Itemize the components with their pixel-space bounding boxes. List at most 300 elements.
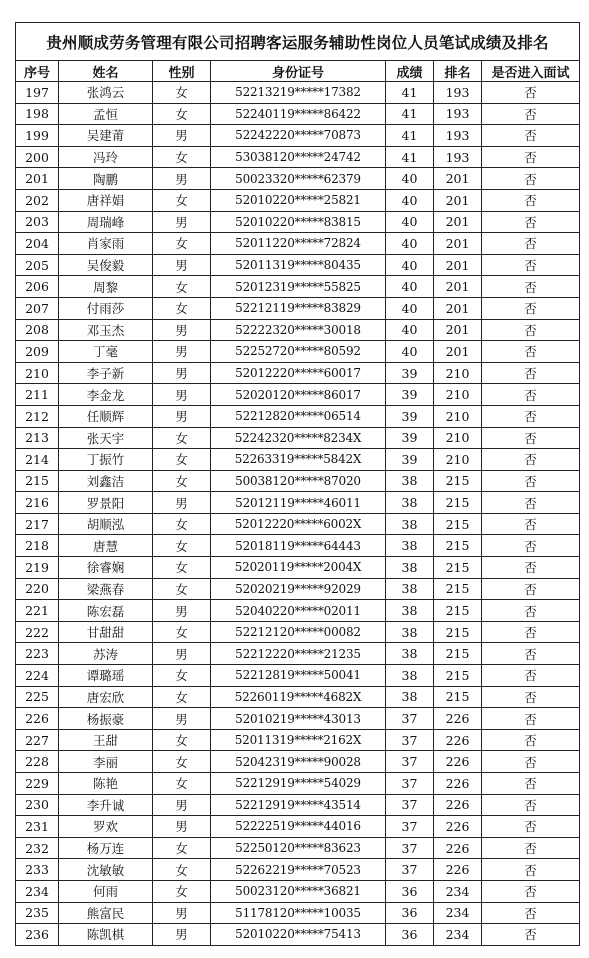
cell-index: 198 bbox=[16, 103, 59, 125]
cell-score: 38 bbox=[386, 535, 434, 557]
cell-gender: 女 bbox=[153, 751, 211, 773]
cell-index: 234 bbox=[16, 880, 59, 902]
cell-interview: 否 bbox=[482, 125, 580, 147]
cell-gender: 女 bbox=[153, 470, 211, 492]
cell-id-number: 50038120*****87020 bbox=[211, 470, 386, 492]
table-row bbox=[16, 168, 580, 190]
cell-rank: 215 bbox=[434, 578, 482, 600]
cell-interview: 否 bbox=[482, 665, 580, 687]
cell-gender: 男 bbox=[153, 341, 211, 363]
cell-id-number: 52018119*****64443 bbox=[211, 535, 386, 557]
cell-gender: 男 bbox=[153, 168, 211, 190]
cell-interview: 否 bbox=[482, 449, 580, 471]
cell-id-number: 52042319*****90028 bbox=[211, 751, 386, 773]
cell-index: 224 bbox=[16, 665, 59, 687]
cell-name: 丁毫 bbox=[59, 341, 153, 363]
cell-score: 39 bbox=[386, 405, 434, 427]
table-row bbox=[16, 276, 580, 298]
cell-gender: 女 bbox=[153, 773, 211, 795]
cell-index: 204 bbox=[16, 233, 59, 255]
cell-score: 37 bbox=[386, 751, 434, 773]
cell-index: 236 bbox=[16, 924, 59, 946]
cell-name: 王甜 bbox=[59, 729, 153, 751]
cell-index: 231 bbox=[16, 816, 59, 838]
cell-score: 39 bbox=[386, 384, 434, 406]
cell-name: 陈艳 bbox=[59, 773, 153, 795]
cell-index: 210 bbox=[16, 362, 59, 384]
cell-interview: 否 bbox=[482, 924, 580, 946]
cell-name: 陶鹏 bbox=[59, 168, 153, 190]
cell-interview: 否 bbox=[482, 470, 580, 492]
cell-name: 陈宏磊 bbox=[59, 600, 153, 622]
cell-id-number: 52242220*****70873 bbox=[211, 125, 386, 147]
cell-gender: 男 bbox=[153, 924, 211, 946]
cell-name: 唐宏欣 bbox=[59, 686, 153, 708]
table-row bbox=[16, 405, 580, 427]
cell-gender: 女 bbox=[153, 449, 211, 471]
cell-name: 李金龙 bbox=[59, 384, 153, 406]
cell-rank: 201 bbox=[434, 297, 482, 319]
cell-name: 付雨莎 bbox=[59, 297, 153, 319]
cell-index: 211 bbox=[16, 384, 59, 406]
cell-rank: 201 bbox=[434, 211, 482, 233]
cell-name: 唐慧 bbox=[59, 535, 153, 557]
cell-index: 217 bbox=[16, 513, 59, 535]
cell-rank: 215 bbox=[434, 600, 482, 622]
cell-score: 40 bbox=[386, 233, 434, 255]
cell-score: 40 bbox=[386, 211, 434, 233]
column-header-rank: 排名 bbox=[434, 61, 482, 82]
table-row bbox=[16, 233, 580, 255]
cell-rank: 215 bbox=[434, 643, 482, 665]
cell-gender: 女 bbox=[153, 427, 211, 449]
cell-rank: 210 bbox=[434, 384, 482, 406]
cell-index: 219 bbox=[16, 557, 59, 579]
cell-score: 39 bbox=[386, 449, 434, 471]
cell-id-number: 52260119*****4682X bbox=[211, 686, 386, 708]
cell-score: 36 bbox=[386, 924, 434, 946]
cell-index: 199 bbox=[16, 125, 59, 147]
table-row bbox=[16, 319, 580, 341]
table-row bbox=[16, 146, 580, 168]
cell-score: 40 bbox=[386, 189, 434, 211]
cell-id-number: 52212820*****06514 bbox=[211, 405, 386, 427]
cell-score: 39 bbox=[386, 427, 434, 449]
cell-rank: 193 bbox=[434, 103, 482, 125]
cell-index: 225 bbox=[16, 686, 59, 708]
cell-index: 216 bbox=[16, 492, 59, 514]
cell-gender: 女 bbox=[153, 557, 211, 579]
cell-index: 197 bbox=[16, 82, 59, 104]
cell-gender: 女 bbox=[153, 276, 211, 298]
cell-id-number: 52222519*****44016 bbox=[211, 816, 386, 838]
cell-name: 唐祥娟 bbox=[59, 189, 153, 211]
cell-id-number: 52212919*****43514 bbox=[211, 794, 386, 816]
cell-gender: 女 bbox=[153, 297, 211, 319]
cell-id-number: 52212120*****00082 bbox=[211, 621, 386, 643]
table-row bbox=[16, 643, 580, 665]
cell-rank: 215 bbox=[434, 470, 482, 492]
cell-interview: 否 bbox=[482, 276, 580, 298]
cell-gender: 女 bbox=[153, 686, 211, 708]
cell-id-number: 52212919*****54029 bbox=[211, 773, 386, 795]
cell-gender: 女 bbox=[153, 859, 211, 881]
cell-id-number: 52011319*****80435 bbox=[211, 254, 386, 276]
cell-name: 杨万连 bbox=[59, 837, 153, 859]
header-row bbox=[16, 61, 580, 82]
table-row bbox=[16, 578, 580, 600]
page-title: 贵州顺成劳务管理有限公司招聘客运服务辅助性岗位人员笔试成绩及排名 bbox=[16, 23, 580, 61]
cell-id-number: 52020119*****2004X bbox=[211, 557, 386, 579]
cell-id-number: 52011319*****2162X bbox=[211, 729, 386, 751]
table-row bbox=[16, 902, 580, 924]
cell-interview: 否 bbox=[482, 600, 580, 622]
cell-id-number: 52040220*****02011 bbox=[211, 600, 386, 622]
cell-name: 肖家雨 bbox=[59, 233, 153, 255]
cell-id-number: 52262219*****70523 bbox=[211, 859, 386, 881]
cell-rank: 226 bbox=[434, 816, 482, 838]
table-row bbox=[16, 492, 580, 514]
cell-index: 226 bbox=[16, 708, 59, 730]
cell-id-number: 52212220*****21235 bbox=[211, 643, 386, 665]
cell-rank: 201 bbox=[434, 276, 482, 298]
cell-interview: 否 bbox=[482, 254, 580, 276]
cell-interview: 否 bbox=[482, 837, 580, 859]
cell-rank: 201 bbox=[434, 319, 482, 341]
cell-rank: 193 bbox=[434, 125, 482, 147]
cell-name: 杨振豪 bbox=[59, 708, 153, 730]
cell-interview: 否 bbox=[482, 427, 580, 449]
cell-name: 梁燕春 bbox=[59, 578, 153, 600]
table-row bbox=[16, 535, 580, 557]
cell-name: 谭璐瑶 bbox=[59, 665, 153, 687]
cell-name: 何雨 bbox=[59, 880, 153, 902]
cell-gender: 男 bbox=[153, 794, 211, 816]
cell-gender: 男 bbox=[153, 384, 211, 406]
cell-name: 胡顺泓 bbox=[59, 513, 153, 535]
cell-index: 221 bbox=[16, 600, 59, 622]
cell-rank: 193 bbox=[434, 82, 482, 104]
cell-rank: 234 bbox=[434, 924, 482, 946]
cell-index: 212 bbox=[16, 405, 59, 427]
cell-rank: 210 bbox=[434, 362, 482, 384]
cell-index: 235 bbox=[16, 902, 59, 924]
results-sheet bbox=[15, 22, 579, 946]
table-row bbox=[16, 427, 580, 449]
cell-gender: 男 bbox=[153, 405, 211, 427]
cell-index: 206 bbox=[16, 276, 59, 298]
cell-name: 周瑞峰 bbox=[59, 211, 153, 233]
cell-score: 41 bbox=[386, 146, 434, 168]
cell-index: 215 bbox=[16, 470, 59, 492]
cell-name: 任顺辉 bbox=[59, 405, 153, 427]
results-table bbox=[15, 22, 580, 946]
cell-id-number: 52212119*****83829 bbox=[211, 297, 386, 319]
cell-index: 233 bbox=[16, 859, 59, 881]
cell-interview: 否 bbox=[482, 859, 580, 881]
cell-interview: 否 bbox=[482, 686, 580, 708]
cell-index: 201 bbox=[16, 168, 59, 190]
cell-rank: 215 bbox=[434, 535, 482, 557]
table-row bbox=[16, 211, 580, 233]
cell-id-number: 52263319*****5842X bbox=[211, 449, 386, 471]
cell-score: 37 bbox=[386, 837, 434, 859]
cell-name: 丁振竹 bbox=[59, 449, 153, 471]
cell-interview: 否 bbox=[482, 513, 580, 535]
table-row bbox=[16, 297, 580, 319]
cell-rank: 210 bbox=[434, 405, 482, 427]
cell-interview: 否 bbox=[482, 902, 580, 924]
cell-score: 41 bbox=[386, 103, 434, 125]
cell-score: 37 bbox=[386, 729, 434, 751]
cell-interview: 否 bbox=[482, 405, 580, 427]
table-row bbox=[16, 103, 580, 125]
cell-name: 李升诚 bbox=[59, 794, 153, 816]
cell-interview: 否 bbox=[482, 362, 580, 384]
cell-rank: 201 bbox=[434, 254, 482, 276]
cell-gender: 男 bbox=[153, 708, 211, 730]
cell-index: 230 bbox=[16, 794, 59, 816]
cell-rank: 226 bbox=[434, 837, 482, 859]
table-row bbox=[16, 794, 580, 816]
cell-interview: 否 bbox=[482, 535, 580, 557]
cell-name: 李子新 bbox=[59, 362, 153, 384]
cell-id-number: 52252720*****80592 bbox=[211, 341, 386, 363]
cell-gender: 女 bbox=[153, 233, 211, 255]
table-row bbox=[16, 924, 580, 946]
cell-name: 徐睿娴 bbox=[59, 557, 153, 579]
cell-score: 40 bbox=[386, 341, 434, 363]
column-header-name: 姓名 bbox=[59, 61, 153, 82]
cell-score: 39 bbox=[386, 362, 434, 384]
cell-rank: 210 bbox=[434, 427, 482, 449]
cell-score: 38 bbox=[386, 470, 434, 492]
cell-rank: 201 bbox=[434, 341, 482, 363]
cell-score: 40 bbox=[386, 297, 434, 319]
cell-gender: 男 bbox=[153, 211, 211, 233]
cell-name: 罗景阳 bbox=[59, 492, 153, 514]
table-row bbox=[16, 470, 580, 492]
cell-score: 38 bbox=[386, 578, 434, 600]
cell-interview: 否 bbox=[482, 578, 580, 600]
table-row bbox=[16, 729, 580, 751]
cell-rank: 210 bbox=[434, 449, 482, 471]
cell-interview: 否 bbox=[482, 621, 580, 643]
cell-id-number: 52010220*****25821 bbox=[211, 189, 386, 211]
cell-name: 甘甜甜 bbox=[59, 621, 153, 643]
cell-score: 37 bbox=[386, 859, 434, 881]
cell-gender: 男 bbox=[153, 600, 211, 622]
cell-id-number: 52010219*****43013 bbox=[211, 708, 386, 730]
cell-id-number: 52010220*****83815 bbox=[211, 211, 386, 233]
cell-interview: 否 bbox=[482, 82, 580, 104]
cell-gender: 男 bbox=[153, 643, 211, 665]
cell-index: 218 bbox=[16, 535, 59, 557]
table-row bbox=[16, 708, 580, 730]
cell-gender: 女 bbox=[153, 837, 211, 859]
column-header-gender: 性别 bbox=[153, 61, 211, 82]
table-row bbox=[16, 600, 580, 622]
cell-gender: 男 bbox=[153, 492, 211, 514]
cell-score: 37 bbox=[386, 773, 434, 795]
cell-index: 213 bbox=[16, 427, 59, 449]
cell-gender: 女 bbox=[153, 880, 211, 902]
cell-interview: 否 bbox=[482, 729, 580, 751]
cell-interview: 否 bbox=[482, 211, 580, 233]
cell-gender: 女 bbox=[153, 665, 211, 687]
cell-index: 200 bbox=[16, 146, 59, 168]
cell-name: 张鸿云 bbox=[59, 82, 153, 104]
cell-interview: 否 bbox=[482, 816, 580, 838]
cell-index: 209 bbox=[16, 341, 59, 363]
cell-index: 203 bbox=[16, 211, 59, 233]
cell-name: 刘鑫洁 bbox=[59, 470, 153, 492]
cell-index: 228 bbox=[16, 751, 59, 773]
cell-id-number: 52012220*****6002X bbox=[211, 513, 386, 535]
cell-interview: 否 bbox=[482, 319, 580, 341]
cell-score: 38 bbox=[386, 600, 434, 622]
column-header-interview: 是否进入面试 bbox=[482, 61, 580, 82]
cell-rank: 226 bbox=[434, 708, 482, 730]
cell-gender: 女 bbox=[153, 535, 211, 557]
cell-score: 40 bbox=[386, 254, 434, 276]
table-row bbox=[16, 362, 580, 384]
table-row bbox=[16, 816, 580, 838]
cell-interview: 否 bbox=[482, 643, 580, 665]
table-row bbox=[16, 665, 580, 687]
cell-interview: 否 bbox=[482, 557, 580, 579]
cell-gender: 男 bbox=[153, 816, 211, 838]
cell-index: 205 bbox=[16, 254, 59, 276]
cell-id-number: 52010220*****75413 bbox=[211, 924, 386, 946]
cell-interview: 否 bbox=[482, 492, 580, 514]
cell-gender: 男 bbox=[153, 319, 211, 341]
cell-score: 36 bbox=[386, 902, 434, 924]
cell-name: 李丽 bbox=[59, 751, 153, 773]
cell-gender: 女 bbox=[153, 578, 211, 600]
cell-rank: 215 bbox=[434, 665, 482, 687]
cell-id-number: 52012119*****46011 bbox=[211, 492, 386, 514]
cell-id-number: 50023320*****62379 bbox=[211, 168, 386, 190]
table-row bbox=[16, 449, 580, 471]
table-row bbox=[16, 341, 580, 363]
cell-rank: 201 bbox=[434, 189, 482, 211]
cell-id-number: 50023120*****36821 bbox=[211, 880, 386, 902]
cell-name: 罗欢 bbox=[59, 816, 153, 838]
cell-score: 40 bbox=[386, 168, 434, 190]
cell-id-number: 52020219*****92029 bbox=[211, 578, 386, 600]
cell-score: 37 bbox=[386, 708, 434, 730]
table-row bbox=[16, 125, 580, 147]
cell-rank: 215 bbox=[434, 621, 482, 643]
cell-index: 227 bbox=[16, 729, 59, 751]
cell-rank: 215 bbox=[434, 513, 482, 535]
table-row bbox=[16, 384, 580, 406]
table-row bbox=[16, 859, 580, 881]
cell-name: 孟恒 bbox=[59, 103, 153, 125]
cell-index: 220 bbox=[16, 578, 59, 600]
cell-score: 40 bbox=[386, 319, 434, 341]
cell-name: 张天宇 bbox=[59, 427, 153, 449]
cell-rank: 201 bbox=[434, 233, 482, 255]
cell-score: 38 bbox=[386, 621, 434, 643]
table-row bbox=[16, 557, 580, 579]
cell-name: 周黎 bbox=[59, 276, 153, 298]
cell-id-number: 51178120*****10035 bbox=[211, 902, 386, 924]
cell-interview: 否 bbox=[482, 341, 580, 363]
cell-index: 229 bbox=[16, 773, 59, 795]
cell-index: 232 bbox=[16, 837, 59, 859]
cell-interview: 否 bbox=[482, 384, 580, 406]
cell-score: 40 bbox=[386, 276, 434, 298]
cell-rank: 201 bbox=[434, 168, 482, 190]
table-body bbox=[16, 82, 580, 946]
table-row bbox=[16, 686, 580, 708]
cell-index: 207 bbox=[16, 297, 59, 319]
cell-gender: 女 bbox=[153, 513, 211, 535]
cell-rank: 226 bbox=[434, 751, 482, 773]
cell-score: 38 bbox=[386, 686, 434, 708]
cell-index: 208 bbox=[16, 319, 59, 341]
cell-name: 陈凯棋 bbox=[59, 924, 153, 946]
cell-gender: 女 bbox=[153, 621, 211, 643]
cell-score: 37 bbox=[386, 794, 434, 816]
cell-index: 202 bbox=[16, 189, 59, 211]
table-row bbox=[16, 513, 580, 535]
cell-gender: 女 bbox=[153, 82, 211, 104]
cell-gender: 男 bbox=[153, 362, 211, 384]
cell-gender: 女 bbox=[153, 103, 211, 125]
cell-interview: 否 bbox=[482, 189, 580, 211]
cell-id-number: 52240119*****86422 bbox=[211, 103, 386, 125]
cell-score: 38 bbox=[386, 513, 434, 535]
cell-interview: 否 bbox=[482, 751, 580, 773]
cell-name: 吴建莆 bbox=[59, 125, 153, 147]
cell-interview: 否 bbox=[482, 146, 580, 168]
cell-score: 38 bbox=[386, 557, 434, 579]
cell-score: 41 bbox=[386, 82, 434, 104]
cell-rank: 226 bbox=[434, 729, 482, 751]
column-header-score: 成绩 bbox=[386, 61, 434, 82]
cell-id-number: 52212819*****50041 bbox=[211, 665, 386, 687]
cell-id-number: 53038120*****24742 bbox=[211, 146, 386, 168]
table-row bbox=[16, 189, 580, 211]
cell-rank: 215 bbox=[434, 686, 482, 708]
column-header-index: 序号 bbox=[16, 61, 59, 82]
cell-gender: 女 bbox=[153, 146, 211, 168]
cell-gender: 女 bbox=[153, 729, 211, 751]
cell-rank: 226 bbox=[434, 773, 482, 795]
cell-interview: 否 bbox=[482, 794, 580, 816]
cell-interview: 否 bbox=[482, 233, 580, 255]
table-row bbox=[16, 773, 580, 795]
cell-name: 苏涛 bbox=[59, 643, 153, 665]
cell-score: 36 bbox=[386, 880, 434, 902]
cell-rank: 193 bbox=[434, 146, 482, 168]
cell-name: 沈敏敏 bbox=[59, 859, 153, 881]
cell-interview: 否 bbox=[482, 880, 580, 902]
cell-id-number: 52213219*****17382 bbox=[211, 82, 386, 104]
cell-id-number: 52222320*****30018 bbox=[211, 319, 386, 341]
cell-id-number: 52012319*****55825 bbox=[211, 276, 386, 298]
cell-interview: 否 bbox=[482, 297, 580, 319]
cell-gender: 男 bbox=[153, 254, 211, 276]
column-header-id-number: 身份证号 bbox=[211, 61, 386, 82]
cell-rank: 226 bbox=[434, 859, 482, 881]
cell-name: 邓玉杰 bbox=[59, 319, 153, 341]
cell-rank: 234 bbox=[434, 902, 482, 924]
cell-score: 37 bbox=[386, 816, 434, 838]
